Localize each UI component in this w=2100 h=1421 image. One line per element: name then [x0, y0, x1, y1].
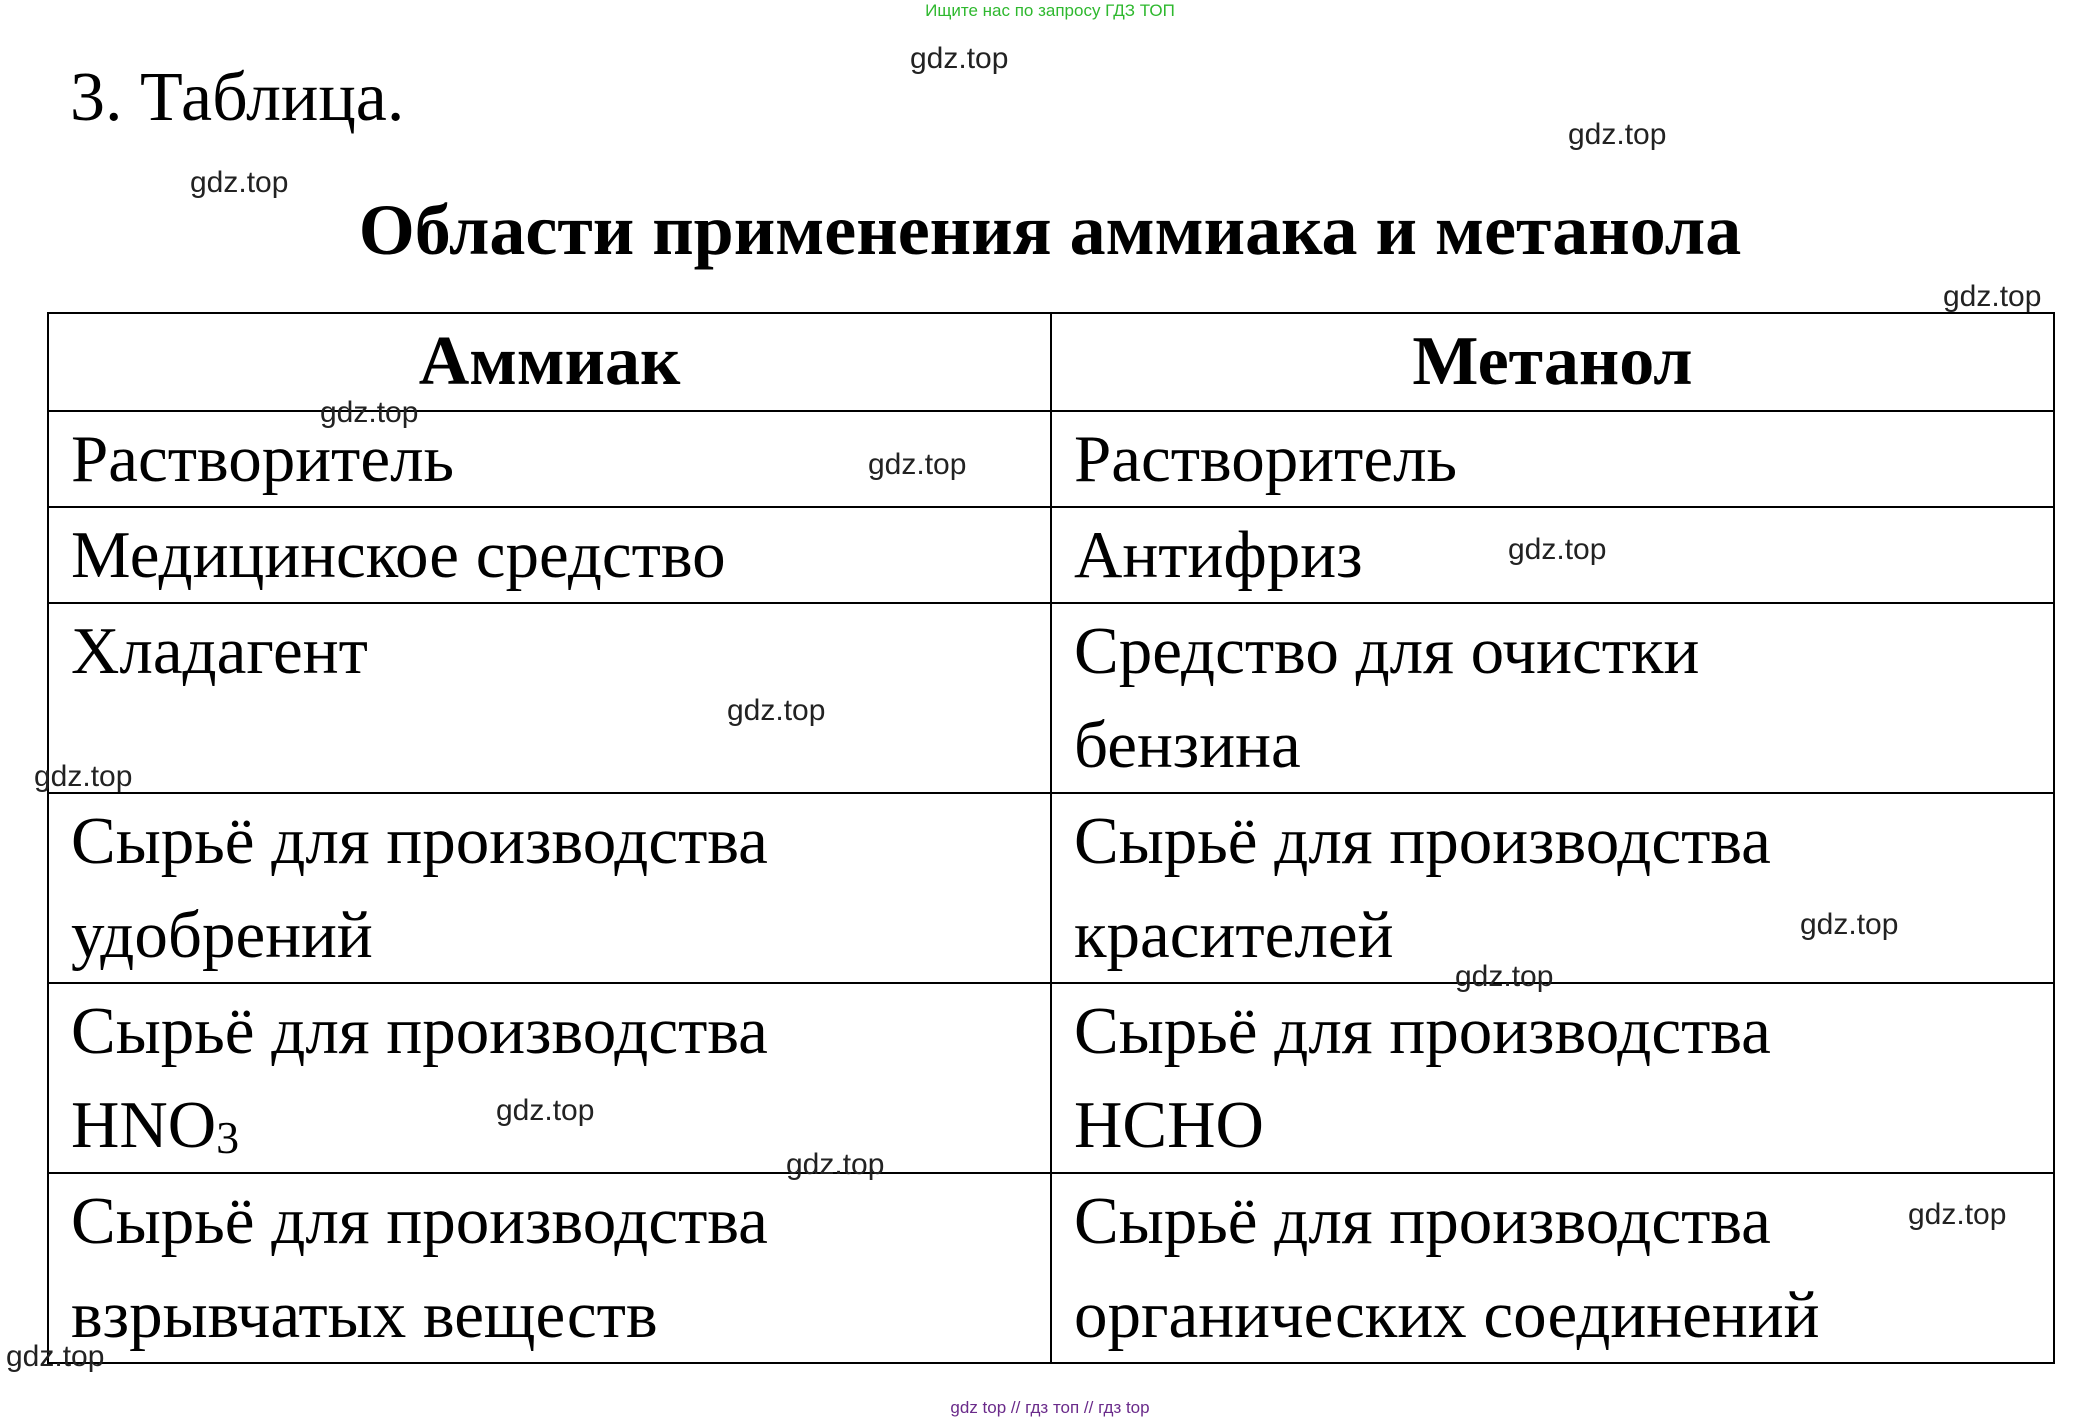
search-hint-banner: Ищите нас по запросу ГДЗ ТОП	[925, 1, 1175, 20]
ammonia-cell	[48, 603, 1051, 793]
watermark: gdz.top	[1508, 533, 1607, 566]
cell-text: бензина	[1074, 708, 1301, 782]
watermark: gdz.top	[1943, 280, 2042, 313]
cell-text: Сырьё для производства	[1074, 1184, 1771, 1258]
table-row	[48, 983, 2054, 1173]
formula-subscript: 3	[216, 1112, 240, 1163]
formula-base: HNO	[71, 1088, 217, 1162]
cell-text: Антифриз	[1074, 518, 1363, 592]
cell-text: Сырьё для производства	[71, 804, 768, 878]
cell-text: Хладагент	[71, 614, 368, 688]
cell-text: Растворитель	[71, 422, 455, 496]
cell-text: Средство для очистки	[1074, 614, 1700, 688]
cell-text: взрывчатых веществ	[71, 1278, 658, 1352]
cell-text: Медицинское средство	[71, 518, 726, 592]
ammonia-cell	[48, 793, 1051, 983]
table-row	[48, 793, 2054, 983]
methanol-cell	[1051, 1173, 2054, 1363]
watermark: gdz.top	[910, 42, 1009, 75]
watermark: gdz.top	[190, 166, 289, 199]
cell-text: Растворитель	[1074, 422, 1458, 496]
methanol-cell	[1051, 411, 2054, 507]
applications-table	[47, 312, 2055, 1364]
watermark: gdz.top	[868, 448, 967, 481]
cell-text: Сырьё для производства	[71, 1184, 768, 1258]
cell-text: Сырьё для производства	[71, 994, 768, 1068]
watermark: gdz.top	[1568, 118, 1667, 151]
watermark: gdz.top	[320, 396, 419, 429]
cell-text: Сырьё для производства	[1074, 994, 1771, 1068]
ammonia-cell	[48, 983, 1051, 1173]
cell-text: Сырьё для производства	[1074, 804, 1771, 878]
watermark: gdz.top	[496, 1094, 595, 1127]
cell-text: HCHO	[1074, 1088, 1264, 1162]
watermark: gdz.top	[786, 1148, 885, 1181]
watermark: gdz.top	[727, 694, 826, 727]
cell-text: удобрений	[71, 898, 373, 972]
watermark: gdz.top	[1800, 908, 1899, 941]
methanol-cell	[1051, 983, 2054, 1173]
cell-text: красителей	[1074, 898, 1394, 972]
methanol-cell	[1051, 793, 2054, 983]
footer-links: gdz top // гдз топ // гдз top	[950, 1398, 1150, 1417]
ammonia-cell	[48, 1173, 1051, 1363]
watermark: gdz.top	[1908, 1198, 2007, 1231]
table-row	[48, 1173, 2054, 1363]
methanol-cell	[1051, 603, 2054, 793]
header-methanol: Метанол	[1051, 313, 2054, 411]
header-ammonia: Аммиак	[48, 313, 1051, 411]
cell-text: органических соединений	[1074, 1278, 1820, 1352]
watermark: gdz.top	[1455, 960, 1554, 993]
table-row	[48, 603, 2054, 793]
table-row	[48, 507, 2054, 603]
watermark: gdz.top	[34, 760, 133, 793]
watermark: gdz.top	[6, 1340, 105, 1373]
ammonia-cell	[48, 507, 1051, 603]
task-number: 3. Таблица.	[70, 59, 405, 136]
table-title: Области применения аммиака и метанола	[358, 190, 1742, 270]
